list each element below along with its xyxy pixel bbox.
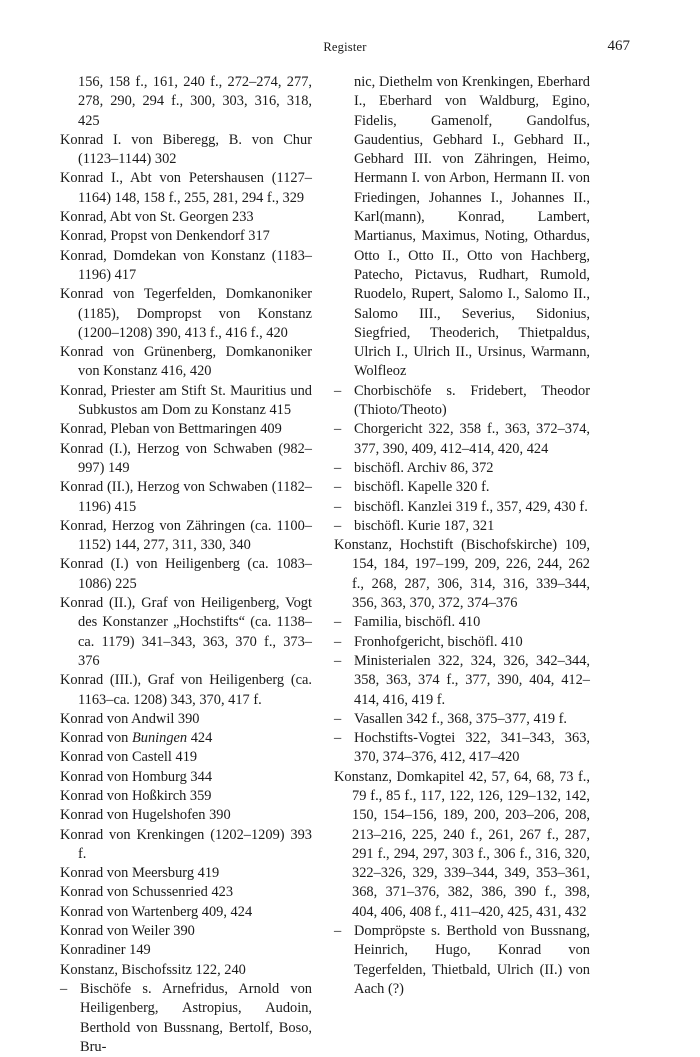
index-entry: Konrad (I.), Herzog von Schwaben (982–997) 149 bbox=[60, 440, 312, 476]
index-entry: Konrad von Castell 419 bbox=[60, 749, 198, 766]
index-entry: Konrad, Abt von St. Georgen 233 bbox=[60, 209, 254, 226]
index-entry: Konrad von Tegerfelden, Domkanoniker (1185), Dompropst von Konstanz (1200–1208) 390, 413 f., 416 f., 420 bbox=[60, 286, 312, 341]
index-entry: Konrad von Grünenberg, Domkanoniker von Konstanz 416, 420 bbox=[60, 344, 312, 380]
index-entry bbox=[60, 729, 312, 748]
index-subentry: – Ministerialen 322, 324, 326, 342–344, 358, 363, 374 f., 377, 390, 404, 412–414, 416, 419 f. bbox=[334, 652, 590, 710]
index-entry: Konrad, Pleban von Bettmaringen 409 bbox=[60, 421, 282, 438]
index-entry-italic-name: Buningen bbox=[131, 730, 188, 747]
index-column-left bbox=[60, 73, 312, 1057]
index-entry: Konrad I., Abt von Petershausen (1127–1164) 148, 158 f., 255, 281, 294 f., 329 bbox=[60, 170, 312, 206]
index-subentry: – bischöfl. Kanzlei 319 f., 357, 429, 430 f. bbox=[334, 498, 590, 517]
index-subentry: – bischöfl. Archiv 86, 372 bbox=[334, 459, 590, 478]
index-subentry: – Hochstifts-Vogtei 322, 341–343, 363, 370, 374–376, 412, 417–420 bbox=[334, 729, 590, 768]
index-entry: Konrad, Herzog von Zähringen (ca. 1100–1152) 144, 277, 311, 330, 340 bbox=[60, 517, 312, 554]
index-entry: Konstanz, Domkapitel 42, 57, 64, 68, 73 f., 79 f., 85 f., 117, 122, 126, 129–132, 142, 150, 154–156, 189, 200, 203–206, 208, 213–216, 225, 240 f., 261, 267 f., 287, 291 f., 294, 297, 303 f., 306 f., 316, 320, 322–326, 329, 339–344, 349, 353–361, 368, 371–376, 382, 386, 390 f., 398, 404, 406, 408 f., 411–420, 425, 431, 432 bbox=[334, 768, 590, 920]
index-column-right bbox=[334, 73, 590, 999]
index-entry: Konradiner 149 bbox=[60, 942, 151, 959]
index-entry-continuation: nic, Diethelm von Krenkingen, Eberhard I., Eberhard von Waldburg, Egino, Fidelis, Gamenolf, Gandolfus, Gaudentius, Gebhard I., Gebhard II., Gebhard III. von Zähringen, Heimo, Hermann I. von Arbon, Hermann II. von Friedingen, Johannes I., Johannes II., Karl(mann), Konrad, Lambert, Martianus, Maximus, Noting, Othardus, Otto I., Otto II., Otto von Hachberg, Patecho, Pictavus, Rudhart, Rumold, Ruodelo, Rupert, Salomo I., Salomo II., Salomo III., Severius, Sidonius, Siegfried, Theoderich, Thietpaldus, Ulrich I., Ulrich II., Ursinus, Warmann, Wolfleoz bbox=[354, 74, 590, 380]
index-entry: Konrad von Meersburg 419 bbox=[60, 865, 220, 882]
index-entry: Konrad (II.), Herzog von Schwaben (1182–1196) 415 bbox=[60, 479, 312, 515]
index-subentry: – Familia, bischöfl. 410 bbox=[334, 613, 590, 632]
page-header bbox=[60, 40, 630, 60]
index-entry: Konrad von Hoßkirch 359 bbox=[60, 787, 212, 804]
index-subentry: – Chorgericht 322, 358 f., 363, 372–374, 377, 390, 409, 412–414, 420, 424 bbox=[334, 420, 590, 459]
index-entry: Konrad, Domdekan von Konstanz (1183–1196) 417 bbox=[60, 247, 312, 283]
index-entry-continuation: 156, 158 f., 161, 240 f., 272–274, 277, 278, 290, 294 f., 300, 303, 316, 318, 425 bbox=[78, 74, 312, 129]
running-header-title: Register bbox=[323, 40, 367, 54]
index-subentry: – Fronhofgericht, bischöfl. 410 bbox=[334, 633, 590, 652]
index-entry: Konrad (I.) von Heiligenberg (ca. 1083–1086) 225 bbox=[60, 556, 312, 592]
index-entry: Konrad, Priester am Stift St. Mauritius und Subkustos am Dom zu Konstanz 415 bbox=[60, 382, 312, 419]
index-entry: Konrad von Wartenberg 409, 424 bbox=[60, 903, 253, 920]
index-entry: Konstanz, Bischofssitz 122, 240 bbox=[60, 961, 246, 978]
index-entry: Konrad von Schussenried 423 bbox=[60, 884, 234, 901]
index-subentry: – Vasallen 342 f., 368, 375–377, 419 f. bbox=[334, 710, 590, 729]
index-entry: Konrad I. von Biberegg, B. von Chur (1123–1144) 302 bbox=[60, 131, 312, 168]
index-subentry: – bischöfl. Kurie 187, 321 bbox=[334, 517, 590, 536]
index-entry: Konrad (II.), Graf von Heiligenberg, Vogt des Konstanzer „Hochstifts“ (ca. 1138–ca. 1179) 341–343, 363, 370 f., 373–376 bbox=[60, 595, 312, 669]
page-number: 467 bbox=[607, 38, 630, 54]
index-entry: Konrad von Hugelshofen 390 bbox=[60, 807, 231, 824]
index-entry: Konrad von Weiler 390 bbox=[60, 923, 195, 940]
index-entry-text: 424 bbox=[187, 730, 213, 747]
index-entry: Konrad von Homburg 344 bbox=[60, 768, 213, 785]
index-subentry: – bischöfl. Kapelle 320 f. bbox=[334, 478, 590, 497]
index-entry: Konrad, Propst von Denkendorf 317 bbox=[60, 228, 270, 245]
index-entry: Konrad von Andwil 390 bbox=[60, 710, 200, 727]
index-entry: Konrad (III.), Graf von Heiligenberg (ca. 1163–ca. 1208) 343, 370, 417 f. bbox=[60, 672, 312, 708]
index-subentry: – Dompröpste s. Berthold von Bussnang, Heinrich, Hugo, Konrad von Tegerfelden, Thietbald, Ulrich (II.) von Aach (?) bbox=[334, 922, 590, 999]
index-subentry: – Bischöfe s. Arnefridus, Arnold von Heiligenberg, Astropius, Audoin, Berthold von Bussnang, Bertolf, Boso, Bru- bbox=[60, 980, 312, 1057]
index-entry: Konstanz, Hochstift (Bischofskirche) 109, 154, 184, 197–199, 209, 226, 244, 262 f., 268, 287, 306, 314, 316, 339–344, 356, 363, 370, 372, 374–376 bbox=[334, 537, 590, 612]
index-entry-text: Konrad von bbox=[60, 730, 132, 747]
index-entry: Konrad von Krenkingen (1202–1209) 393 f. bbox=[60, 826, 312, 862]
index-subentry: – Chorbischöfe s. Fridebert, Theodor (Thioto/Theoto) bbox=[334, 382, 590, 421]
